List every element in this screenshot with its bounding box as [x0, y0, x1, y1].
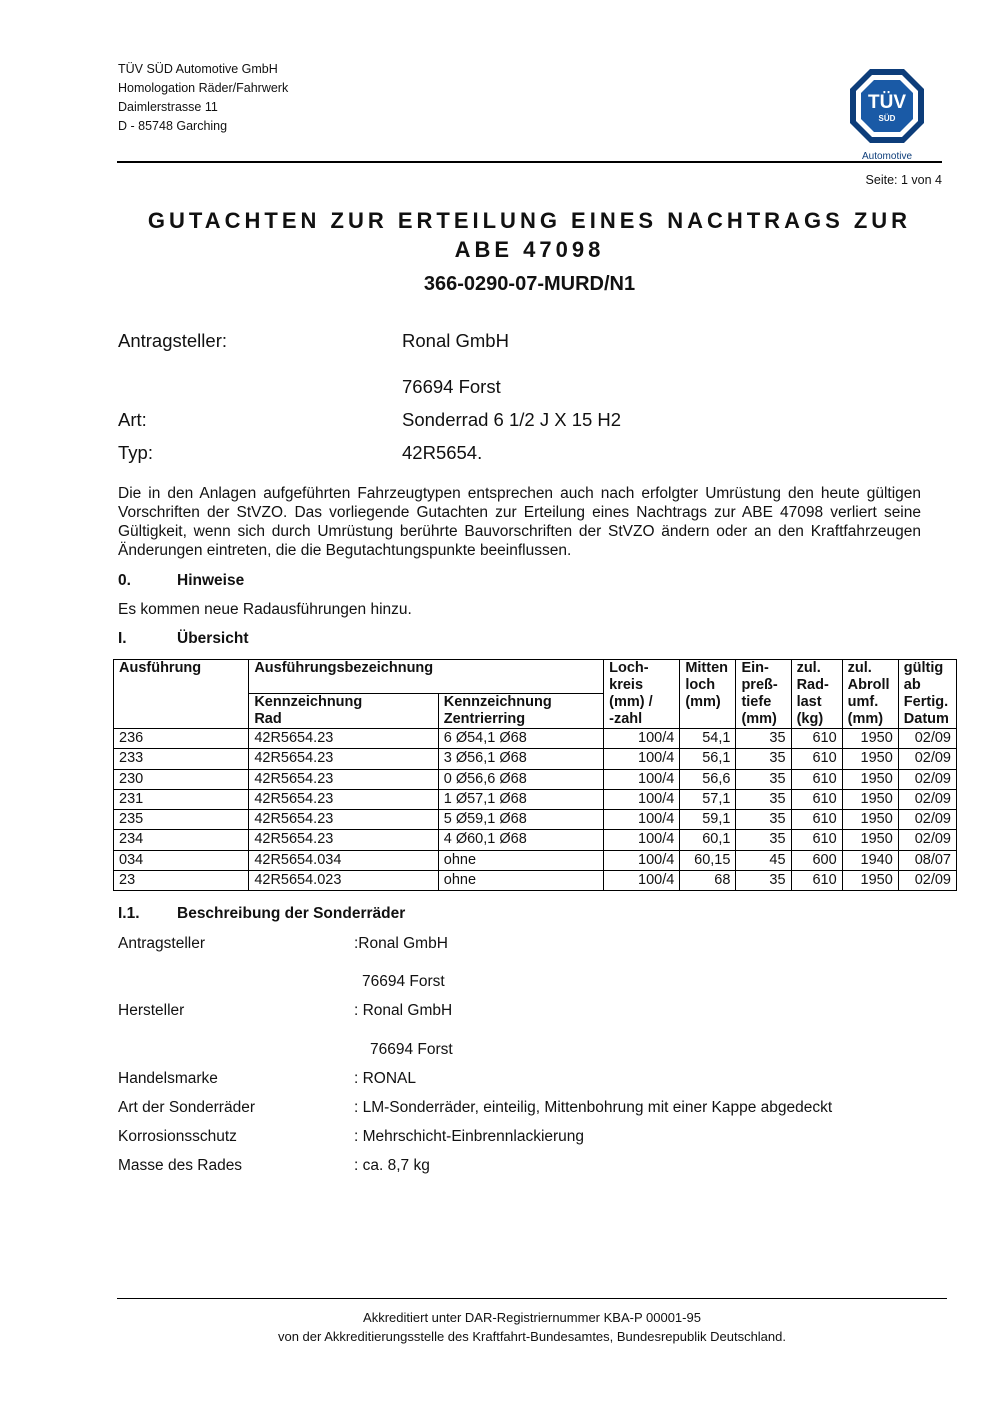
cell-einpresstiefe: 35: [736, 871, 791, 891]
cell-radlast: 600: [791, 850, 842, 870]
value-city: 76694 Forst: [402, 376, 501, 397]
cell-lochkreis: 100/4: [604, 830, 680, 850]
cell-radlast: 610: [791, 810, 842, 830]
cell-gueltig-ab: 02/09: [898, 871, 956, 891]
wheel-overview-table: [113, 659, 957, 891]
desc-label-hersteller: Hersteller: [118, 1002, 185, 1019]
intro-paragraph: Die in den Anlagen aufgeführten Fahrzeugtypen entsprechen auch nach erfolgter Umrüstung den heute gültigen Vorschriften der StVZO. Das vorliegende Gutachten zur Erteilung eines Nachtrags zur ABE 47098 verliert seine Gültigkeit, wenn sich durch Umrüstung berührte Bauvorschriften der StVZO ändern oder an den Kraftfahrzeugen Änderungen eintreten, die die Begutachtungspunkte beeinflussen.: [118, 485, 921, 559]
cell-gueltig-ab: 02/09: [898, 769, 956, 789]
cell-einpresstiefe: 35: [736, 769, 791, 789]
cell-kennzeichnung-rad: 42R5654.23: [249, 810, 438, 830]
cell-ausfuehrung: 233: [114, 749, 249, 769]
cell-lochkreis: 100/4: [604, 789, 680, 809]
desc-label-antragsteller: Antragsteller: [118, 935, 206, 952]
cell-abrollumfang: 1950: [842, 810, 898, 830]
cell-ausfuehrung: 236: [114, 729, 249, 749]
header-lochkreis: Loch- kreis (mm) / -zahl: [604, 660, 680, 729]
cell-ausfuehrung: 034: [114, 850, 249, 870]
sender-address: [118, 60, 288, 136]
section-1-1-title: Beschreibung der Sonderräder: [177, 905, 406, 922]
address-line-3: Daimlerstrasse 11: [118, 100, 218, 114]
svg-text:TÜV: TÜV: [868, 92, 906, 113]
header-radlast: zul. Rad- last (kg): [791, 660, 842, 729]
cell-mittenloch: 60,1: [680, 830, 736, 850]
cell-abrollumfang: 1940: [842, 850, 898, 870]
label-art: Art:: [118, 409, 147, 430]
table-row: [114, 810, 957, 830]
cell-einpresstiefe: 35: [736, 789, 791, 809]
section-1-title: Übersicht: [177, 630, 249, 647]
cell-mittenloch: 57,1: [680, 789, 736, 809]
table-header-row: [114, 660, 957, 694]
cell-lochkreis: 100/4: [604, 850, 680, 870]
address-line-1: TÜV SÜD Automotive GmbH: [118, 62, 278, 76]
table-row: [114, 789, 957, 809]
tuv-logo-icon: [848, 67, 926, 163]
desc-label-masse: Masse des Rades: [118, 1157, 243, 1174]
title-line-1: GUTACHTEN ZUR ERTEILUNG EINES NACHTRAGS ZUR: [147, 208, 912, 233]
value-typ: 42R5654.: [402, 442, 483, 463]
cell-zentrierring: ohne: [438, 850, 603, 870]
cell-kennzeichnung-rad: 42R5654.23: [249, 830, 438, 850]
cell-kennzeichnung-rad: 42R5654.23: [249, 769, 438, 789]
label-typ: Typ:: [118, 442, 153, 463]
header-bezeichnung: Ausführungsbezeichnung: [249, 660, 604, 694]
footer-divider: [117, 1298, 947, 1299]
cell-gueltig-ab: 02/09: [898, 810, 956, 830]
table-row: [114, 729, 957, 749]
footer-line-2: von der Akkreditierungsstelle des Kraftfahrt-Bundesamtes, Bundesrepublik Deutschland.: [277, 1329, 786, 1344]
svg-text:Automotive: Automotive: [861, 151, 913, 162]
cell-mittenloch: 56,1: [680, 749, 736, 769]
cell-einpresstiefe: 35: [736, 729, 791, 749]
cell-abrollumfang: 1950: [842, 729, 898, 749]
cell-zentrierring: 4 Ø60,1 Ø68: [438, 830, 603, 850]
cell-gueltig-ab: 02/09: [898, 749, 956, 769]
cell-zentrierring: 5 Ø59,1 Ø68: [438, 810, 603, 830]
table-body: [114, 729, 957, 891]
desc-value-hersteller-city: 76694 Forst: [370, 1041, 453, 1058]
tuv-sud-logo: [848, 67, 926, 168]
cell-einpresstiefe: 45: [736, 850, 791, 870]
header-mittenloch: Mitten loch (mm): [680, 660, 736, 729]
document-title: [117, 206, 942, 264]
cell-mittenloch: 60,15: [680, 850, 736, 870]
cell-zentrierring: 3 Ø56,1 Ø68: [438, 749, 603, 769]
cell-lochkreis: 100/4: [604, 729, 680, 749]
header-abrollumfang: zul. Abroll umf. (mm): [842, 660, 898, 729]
header-ausfuehrung: Ausführung: [114, 660, 249, 729]
table-row: [114, 769, 957, 789]
cell-abrollumfang: 1950: [842, 769, 898, 789]
cell-abrollumfang: 1950: [842, 789, 898, 809]
cell-lochkreis: 100/4: [604, 871, 680, 891]
document-number: 366-0290-07-MURD/N1: [423, 273, 636, 295]
cell-gueltig-ab: 02/09: [898, 789, 956, 809]
cell-zentrierring: 6 Ø54,1 Ø68: [438, 729, 603, 749]
cell-zentrierring: 0 Ø56,6 Ø68: [438, 769, 603, 789]
cell-radlast: 610: [791, 830, 842, 850]
section-1-number: I.: [118, 630, 127, 647]
cell-kennzeichnung-rad: 42R5654.23: [249, 749, 438, 769]
cell-kennzeichnung-rad: 42R5654.034: [249, 850, 438, 870]
svg-text:SÜD: SÜD: [878, 114, 896, 123]
desc-value-hersteller: : Ronal GmbH: [354, 1002, 453, 1019]
table-row: [114, 871, 957, 891]
cell-kennzeichnung-rad: 42R5654.23: [249, 729, 438, 749]
cell-einpresstiefe: 35: [736, 749, 791, 769]
cell-gueltig-ab: 02/09: [898, 830, 956, 850]
cell-gueltig-ab: 08/07: [898, 850, 956, 870]
table-row: [114, 830, 957, 850]
desc-value-masse: : ca. 8,7 kg: [354, 1157, 430, 1174]
header-gueltig-ab: gültig ab Fertig. Datum: [898, 660, 956, 729]
cell-mittenloch: 56,6: [680, 769, 736, 789]
cell-abrollumfang: 1950: [842, 749, 898, 769]
cell-mittenloch: 54,1: [680, 729, 736, 749]
cell-einpresstiefe: 35: [736, 810, 791, 830]
cell-ausfuehrung: 23: [114, 871, 249, 891]
cell-radlast: 610: [791, 769, 842, 789]
cell-zentrierring: ohne: [438, 871, 603, 891]
cell-mittenloch: 68: [680, 871, 736, 891]
cell-lochkreis: 100/4: [604, 749, 680, 769]
section-0-number: 0.: [118, 572, 131, 589]
cell-lochkreis: 100/4: [604, 769, 680, 789]
desc-value-antragsteller-city: 76694 Forst: [362, 973, 445, 990]
title-line-2: ABE 47098: [454, 237, 605, 262]
desc-label-art: Art der Sonderräder: [118, 1099, 255, 1116]
cell-radlast: 610: [791, 871, 842, 891]
value-antragsteller: Ronal GmbH: [402, 330, 509, 351]
cell-ausfuehrung: 230: [114, 769, 249, 789]
cell-ausfuehrung: 235: [114, 810, 249, 830]
desc-value-art: : LM-Sonderräder, einteilig, Mittenbohrung mit einer Kappe abgedeckt: [354, 1099, 833, 1116]
cell-abrollumfang: 1950: [842, 830, 898, 850]
table-row: [114, 749, 957, 769]
desc-label-handelsmarke: Handelsmarke: [118, 1070, 218, 1087]
header-divider: [117, 161, 942, 163]
table-row: [114, 850, 957, 870]
desc-value-korrosionsschutz: : Mehrschicht-Einbrennlackierung: [354, 1128, 585, 1145]
address-line-4: D - 85748 Garching: [118, 119, 228, 133]
cell-einpresstiefe: 35: [736, 830, 791, 850]
desc-value-antragsteller: :Ronal GmbH: [354, 935, 448, 952]
cell-mittenloch: 59,1: [680, 810, 736, 830]
cell-lochkreis: 100/4: [604, 810, 680, 830]
cell-zentrierring: 1 Ø57,1 Ø68: [438, 789, 603, 809]
cell-abrollumfang: 1950: [842, 871, 898, 891]
page-number: Seite: 1 von 4: [865, 173, 942, 187]
desc-label-korrosionsschutz: Korrosionsschutz: [118, 1128, 237, 1145]
cell-gueltig-ab: 02/09: [898, 729, 956, 749]
cell-ausfuehrung: 234: [114, 830, 249, 850]
cell-radlast: 610: [791, 789, 842, 809]
cell-ausfuehrung: 231: [114, 789, 249, 809]
cell-radlast: 610: [791, 729, 842, 749]
cell-kennzeichnung-rad: 42R5654.23: [249, 789, 438, 809]
address-line-2: Homologation Räder/Fahrwerk: [118, 81, 289, 95]
label-antragsteller: Antragsteller:: [118, 330, 227, 351]
header-kennzeichnung-zentrierring: Kennzeichnung Zentrierring: [438, 694, 603, 729]
section-1-1-number: I.1.: [118, 905, 140, 922]
section-0-title: Hinweise: [177, 572, 245, 589]
cell-kennzeichnung-rad: 42R5654.023: [249, 871, 438, 891]
footer-line-1: Akkreditiert unter DAR-Registriernummer KBA-P 00001-95: [363, 1310, 701, 1325]
section-0-text: Es kommen neue Radausführungen hinzu.: [118, 601, 412, 618]
desc-value-handelsmarke: : RONAL: [354, 1070, 417, 1087]
cell-radlast: 610: [791, 749, 842, 769]
value-art: Sonderrad 6 1/2 J X 15 H2: [402, 409, 622, 430]
header-einpresstiefe: Ein- preß- tiefe (mm): [736, 660, 791, 729]
header-kennzeichnung-rad: Kennzeichnung Rad: [249, 694, 438, 729]
